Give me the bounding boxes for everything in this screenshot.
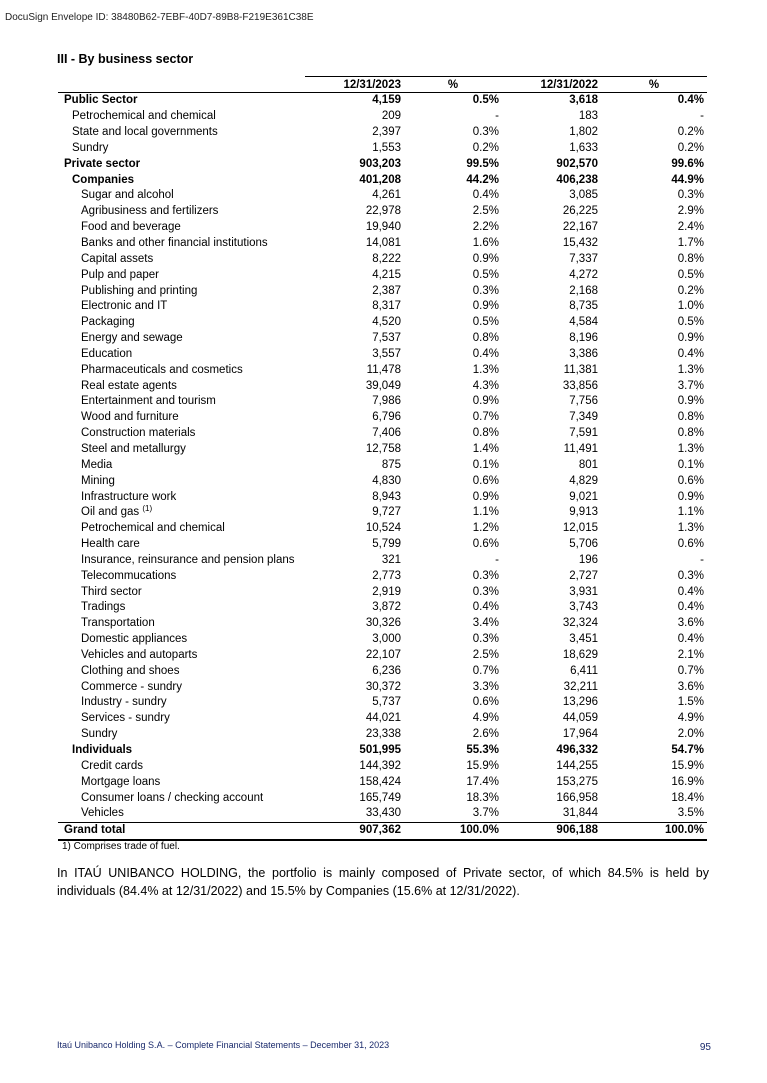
percent-2023: 1.6% bbox=[472, 237, 499, 250]
percent-2022: 0.5% bbox=[677, 268, 704, 281]
value-2023: 5,737 bbox=[372, 696, 401, 709]
percent-2022: 2.0% bbox=[677, 728, 704, 741]
percent-2023: 15.9% bbox=[466, 759, 499, 772]
row-label: Commerce - sundry bbox=[81, 680, 182, 693]
table-row bbox=[58, 220, 707, 236]
value-2022: 144,255 bbox=[556, 759, 598, 772]
table-row bbox=[58, 283, 707, 299]
percent-2023: 2.5% bbox=[472, 205, 499, 218]
value-2022: 11,491 bbox=[563, 442, 598, 455]
value-2022: 196 bbox=[578, 553, 598, 566]
value-2022: 1,633 bbox=[569, 141, 598, 154]
footer-title: Itaú Unibanco Holding S.A. – Complete Financial Statements – December 31, 2023 bbox=[57, 1040, 390, 1050]
percent-2022: 0.8% bbox=[677, 411, 704, 424]
percent-2022: 1.1% bbox=[677, 506, 704, 519]
percent-2023: 0.6% bbox=[472, 696, 499, 709]
percent-2023: 0.9% bbox=[472, 300, 499, 313]
percent-2022: 0.4% bbox=[677, 94, 704, 107]
value-2023: 1,553 bbox=[372, 141, 401, 154]
row-label: Petrochemical and chemical bbox=[81, 522, 225, 535]
value-2023: 2,773 bbox=[372, 569, 401, 582]
page-number: 95 bbox=[699, 1042, 711, 1053]
table-row bbox=[58, 188, 707, 204]
table-row bbox=[58, 473, 707, 489]
value-2022: 7,337 bbox=[569, 252, 598, 265]
row-label: Mining bbox=[81, 474, 115, 487]
value-2023: 8,943 bbox=[372, 490, 401, 503]
percent-2022: 0.9% bbox=[677, 490, 704, 503]
table-row bbox=[58, 663, 707, 679]
row-label: Banks and other financial institutions bbox=[81, 237, 268, 250]
percent-2022: 3.6% bbox=[677, 617, 704, 630]
table-row bbox=[58, 331, 707, 347]
table-row bbox=[58, 790, 707, 806]
value-2022: 7,591 bbox=[569, 427, 598, 440]
row-label: Sundry bbox=[72, 141, 109, 154]
row-label: Media bbox=[81, 458, 113, 471]
row-label: Electronic and IT bbox=[81, 300, 168, 313]
percent-2023: 0.4% bbox=[472, 189, 499, 202]
table-row bbox=[58, 236, 707, 252]
table-row bbox=[58, 584, 707, 600]
row-label: State and local governments bbox=[72, 126, 218, 139]
value-2022: 32,324 bbox=[562, 617, 598, 630]
value-2023: 4,159 bbox=[372, 94, 401, 107]
percent-2022: 0.2% bbox=[677, 141, 704, 154]
value-2023: 209 bbox=[381, 110, 401, 123]
value-2022: 183 bbox=[578, 110, 598, 123]
header-pct-2022: % bbox=[601, 77, 707, 93]
table-row bbox=[58, 806, 707, 822]
row-label: Petrochemical and chemical bbox=[72, 110, 216, 123]
row-label: Wood and furniture bbox=[81, 411, 179, 424]
percent-2023: 17.4% bbox=[466, 775, 499, 788]
percent-2022: 1.3% bbox=[677, 363, 704, 376]
row-label: Telecommucations bbox=[81, 569, 177, 582]
row-label: Packaging bbox=[81, 316, 135, 329]
footnote-marker: (1) bbox=[142, 504, 153, 514]
table-row bbox=[58, 251, 707, 267]
percent-2022: 0.7% bbox=[677, 664, 704, 677]
value-2022: 12,015 bbox=[562, 522, 598, 535]
docusign-envelope-id: DocuSign Envelope ID: 38480B62-7EBF-40D7-89B8-F219E361C38E bbox=[5, 12, 314, 23]
percent-2023: 1.4% bbox=[472, 442, 499, 455]
value-2023: 30,372 bbox=[365, 680, 401, 693]
percent-2022: 0.9% bbox=[677, 332, 704, 345]
percent-2023: 100.0% bbox=[404, 822, 502, 839]
percent-2022: 0.8% bbox=[677, 427, 704, 440]
value-2022: 3,931 bbox=[569, 585, 598, 598]
percent-2023: 0.5% bbox=[472, 316, 499, 329]
percent-2023: 0.3% bbox=[472, 126, 499, 139]
percent-2022: 0.4% bbox=[677, 585, 704, 598]
value-2022: 3,743 bbox=[569, 601, 598, 614]
row-label: Clothing and shoes bbox=[81, 664, 180, 677]
percent-2022: 0.3% bbox=[677, 569, 704, 582]
percent-2023: - bbox=[495, 553, 499, 566]
percent-2023: 3.3% bbox=[472, 680, 499, 693]
header-label bbox=[58, 77, 305, 93]
percent-2023: 0.6% bbox=[472, 474, 499, 487]
table-row bbox=[58, 489, 707, 505]
table-row bbox=[58, 679, 707, 695]
table-row bbox=[58, 442, 707, 458]
row-label: Health care bbox=[81, 538, 140, 551]
row-label: Companies bbox=[72, 173, 134, 186]
value-2022: 31,844 bbox=[502, 806, 601, 822]
row-label: Pharmaceuticals and cosmetics bbox=[81, 363, 243, 376]
value-2022: 2,168 bbox=[569, 284, 598, 297]
table-row bbox=[58, 362, 707, 378]
value-2022: 3,386 bbox=[569, 347, 598, 360]
table-row bbox=[58, 711, 707, 727]
table-row bbox=[58, 774, 707, 790]
value-2023: 4,261 bbox=[372, 189, 401, 202]
table-row bbox=[58, 505, 707, 521]
percent-2023: 3.4% bbox=[472, 617, 499, 630]
value-2022: 7,349 bbox=[569, 411, 598, 424]
business-sector-table bbox=[58, 76, 707, 841]
table-row bbox=[58, 537, 707, 553]
table-row bbox=[58, 172, 707, 188]
value-2023: 5,799 bbox=[372, 538, 401, 551]
table-row bbox=[58, 616, 707, 632]
percent-2023: 3.7% bbox=[404, 806, 502, 822]
row-label: Infrastructure work bbox=[81, 490, 177, 503]
percent-2022: 0.2% bbox=[677, 284, 704, 297]
percent-2023: 2.6% bbox=[472, 728, 499, 741]
row-label: Individuals bbox=[72, 744, 133, 757]
row-label: Grand total bbox=[58, 822, 305, 839]
table-row bbox=[58, 141, 707, 157]
value-2022: 5,706 bbox=[569, 538, 598, 551]
table-row bbox=[58, 299, 707, 315]
percent-2023: 0.3% bbox=[472, 569, 499, 582]
percent-2023: - bbox=[495, 110, 499, 123]
value-2023: 4,830 bbox=[372, 474, 401, 487]
row-label: Credit cards bbox=[81, 759, 143, 772]
value-2023: 19,940 bbox=[365, 221, 401, 234]
value-2023: 12,758 bbox=[365, 442, 401, 455]
percent-2023: 0.5% bbox=[472, 94, 499, 107]
row-label: Agribusiness and fertilizers bbox=[81, 205, 219, 218]
value-2023: 3,872 bbox=[372, 601, 401, 614]
value-2023: 6,796 bbox=[372, 411, 401, 424]
row-label: Education bbox=[81, 347, 133, 360]
table-row bbox=[58, 378, 707, 394]
value-2023: 4,215 bbox=[372, 268, 401, 281]
row-label: Private sector bbox=[64, 157, 141, 170]
value-2022: 6,411 bbox=[570, 664, 598, 677]
table-row bbox=[58, 600, 707, 616]
percent-2023: 0.7% bbox=[472, 664, 499, 677]
row-label: Mortgage loans bbox=[81, 775, 161, 788]
value-2023: 165,749 bbox=[359, 791, 401, 804]
table-row bbox=[58, 727, 707, 743]
percent-2023: 0.3% bbox=[472, 585, 499, 598]
row-label: Public Sector bbox=[64, 94, 138, 107]
percent-2023: 4.9% bbox=[472, 712, 499, 725]
value-2022: 17,964 bbox=[562, 728, 598, 741]
table-row bbox=[58, 632, 707, 648]
value-2023: 875 bbox=[381, 458, 401, 471]
percent-2022: 1.5% bbox=[677, 696, 704, 709]
value-2023: 401,208 bbox=[359, 173, 401, 186]
value-2023: 22,107 bbox=[365, 648, 401, 661]
value-2023: 23,338 bbox=[365, 728, 401, 741]
row-label: Oil and gas $^{(1)}$ bbox=[81, 504, 153, 519]
percent-2022: 0.4% bbox=[677, 347, 704, 360]
value-2023: 30,326 bbox=[365, 617, 401, 630]
percent-2022: 1.3% bbox=[677, 442, 704, 455]
value-2022: 3,085 bbox=[569, 189, 598, 202]
row-label: Steel and metallurgy bbox=[81, 442, 186, 455]
value-2022: 13,296 bbox=[562, 696, 598, 709]
row-label: Energy and sewage bbox=[81, 332, 183, 345]
row-label: Real estate agents bbox=[81, 379, 177, 392]
value-2022: 3,618 bbox=[569, 94, 598, 107]
value-2023: 3,557 bbox=[372, 347, 401, 360]
row-label: Consumer loans / checking account bbox=[81, 791, 264, 804]
percent-2023: 0.5% bbox=[472, 268, 499, 281]
summary-paragraph: In ITAÚ UNIBANCO HOLDING, the portfolio is mainly composed of Private sector, of which 84.5% is held by individuals (84.4% at 12/31/2022) and 15.5% by Companies (15.6% at 12/31/2022). bbox=[57, 866, 709, 898]
table-row bbox=[58, 410, 707, 426]
percent-2023: 0.9% bbox=[472, 395, 499, 408]
percent-2023: 0.9% bbox=[472, 252, 499, 265]
value-2023: 2,387 bbox=[372, 284, 401, 297]
percent-2022: 100.0% bbox=[601, 822, 707, 839]
percent-2022: 0.8% bbox=[677, 252, 704, 265]
percent-2022: 3.5% bbox=[601, 806, 707, 822]
percent-2023: 18.3% bbox=[466, 791, 499, 804]
percent-2022: 1.7% bbox=[677, 237, 704, 250]
percent-2022: 0.3% bbox=[677, 189, 704, 202]
percent-2023: 0.4% bbox=[472, 601, 499, 614]
section-title: III - By business sector bbox=[57, 52, 194, 66]
value-2022: 44,059 bbox=[562, 712, 598, 725]
percent-2022: 1.3% bbox=[677, 522, 704, 535]
value-2022: 11,381 bbox=[563, 363, 598, 376]
value-2022: 4,584 bbox=[569, 316, 598, 329]
value-2022: 8,735 bbox=[569, 300, 598, 313]
percent-2022: 4.9% bbox=[677, 712, 704, 725]
value-2023: 7,406 bbox=[372, 427, 401, 440]
table-row bbox=[58, 93, 707, 109]
row-label: Tradings bbox=[81, 601, 126, 614]
percent-2023: 0.8% bbox=[472, 332, 499, 345]
table-row bbox=[58, 426, 707, 442]
percent-2022: 0.4% bbox=[677, 601, 704, 614]
value-2023: 39,049 bbox=[365, 379, 401, 392]
table-row bbox=[58, 156, 707, 172]
row-label: Sugar and alcohol bbox=[81, 189, 174, 202]
value-2023: 2,919 bbox=[372, 585, 401, 598]
value-2023: 144,392 bbox=[359, 759, 401, 772]
table-row bbox=[58, 347, 707, 363]
value-2023: 14,081 bbox=[365, 237, 401, 250]
row-label: Transportation bbox=[81, 617, 155, 630]
value-2022: 33,856 bbox=[562, 379, 598, 392]
value-2023: 8,317 bbox=[372, 300, 401, 313]
percent-2022: - bbox=[700, 110, 704, 123]
value-2023: 8,222 bbox=[372, 252, 401, 265]
value-2022: 8,196 bbox=[569, 332, 598, 345]
row-label: Publishing and printing bbox=[81, 284, 198, 297]
table-row bbox=[58, 552, 707, 568]
percent-2022: 3.7% bbox=[677, 379, 704, 392]
value-2022: 22,167 bbox=[562, 221, 598, 234]
table-row bbox=[58, 267, 707, 283]
percent-2023: 0.8% bbox=[472, 427, 499, 440]
value-2023: 22,978 bbox=[365, 205, 401, 218]
table-row bbox=[58, 521, 707, 537]
percent-2022: 3.6% bbox=[677, 680, 704, 693]
value-2023: 3,000 bbox=[372, 633, 401, 646]
row-label: Vehicles and autoparts bbox=[81, 648, 198, 661]
value-2023: 10,524 bbox=[365, 522, 401, 535]
percent-2022: 18.4% bbox=[671, 791, 704, 804]
percent-2023: 1.1% bbox=[472, 506, 499, 519]
percent-2023: 99.5% bbox=[466, 157, 499, 170]
percent-2022: 0.6% bbox=[677, 538, 704, 551]
percent-2022: 0.2% bbox=[677, 126, 704, 139]
table-row bbox=[58, 125, 707, 141]
value-2022: 902,570 bbox=[556, 157, 598, 170]
value-2023: 4,520 bbox=[372, 316, 401, 329]
value-2023: 903,203 bbox=[359, 157, 401, 170]
value-2023: 501,995 bbox=[359, 744, 401, 757]
table-row bbox=[58, 315, 707, 331]
footnote: 1) Comprises trade of fuel. bbox=[62, 841, 180, 852]
percent-2022: 2.9% bbox=[677, 205, 704, 218]
value-2023: 7,986 bbox=[372, 395, 401, 408]
table-row bbox=[58, 568, 707, 584]
table-row bbox=[58, 648, 707, 664]
value-2022: 153,275 bbox=[556, 775, 598, 788]
row-label: Sundry bbox=[81, 728, 118, 741]
row-label: Entertainment and tourism bbox=[81, 395, 216, 408]
percent-2023: 4.3% bbox=[472, 379, 499, 392]
percent-2023: 1.3% bbox=[472, 363, 499, 376]
table-row bbox=[58, 109, 707, 125]
percent-2022: 99.6% bbox=[671, 157, 704, 170]
percent-2023: 55.3% bbox=[466, 744, 499, 757]
percent-2023: 2.2% bbox=[472, 221, 499, 234]
value-2022: 496,332 bbox=[556, 744, 598, 757]
percent-2023: 44.2% bbox=[466, 173, 499, 186]
percent-2023: 0.4% bbox=[472, 347, 499, 360]
percent-2022: 44.9% bbox=[671, 173, 704, 186]
table-row bbox=[58, 204, 707, 220]
percent-2022: 15.9% bbox=[671, 759, 704, 772]
value-2023: 6,236 bbox=[372, 664, 401, 677]
value-2022: 166,958 bbox=[556, 791, 598, 804]
value-2022: 3,451 bbox=[569, 633, 598, 646]
value-2022: 406,238 bbox=[556, 173, 598, 186]
value-2022: 906,188 bbox=[502, 822, 601, 839]
value-2023: 2,397 bbox=[372, 126, 401, 139]
row-label: Pulp and paper bbox=[81, 268, 160, 281]
value-2022: 18,629 bbox=[562, 648, 598, 661]
header-pct-2023: % bbox=[404, 77, 502, 93]
row-label: Food and beverage bbox=[81, 221, 181, 234]
value-2023: 907,362 bbox=[305, 822, 404, 839]
value-2023: 158,424 bbox=[359, 775, 401, 788]
value-2022: 9,913 bbox=[569, 506, 598, 519]
percent-2022: 54.7% bbox=[671, 744, 704, 757]
value-2022: 801 bbox=[578, 458, 598, 471]
percent-2022: 0.9% bbox=[677, 395, 704, 408]
percent-2022: 16.9% bbox=[671, 775, 704, 788]
value-2022: 9,021 bbox=[569, 490, 598, 503]
row-label: Insurance, reinsurance and pension plans bbox=[81, 553, 295, 566]
row-label: Construction materials bbox=[81, 427, 196, 440]
row-label: Vehicles bbox=[58, 806, 305, 822]
value-2023: 321 bbox=[381, 553, 401, 566]
percent-2022: 0.4% bbox=[677, 633, 704, 646]
value-2022: 1,802 bbox=[569, 126, 598, 139]
table-row bbox=[58, 695, 707, 711]
table-row bbox=[58, 758, 707, 774]
percent-2022: 0.6% bbox=[677, 474, 704, 487]
value-2022: 32,211 bbox=[563, 680, 598, 693]
percent-2023: 0.1% bbox=[472, 458, 499, 471]
value-2022: 4,272 bbox=[569, 268, 598, 281]
row-label: Capital assets bbox=[81, 252, 154, 265]
table-row bbox=[58, 394, 707, 410]
table-header-row bbox=[58, 77, 707, 93]
table-row bbox=[58, 743, 707, 759]
row-label: Services - sundry bbox=[81, 712, 170, 725]
value-2022: 26,225 bbox=[562, 205, 598, 218]
percent-2023: 1.2% bbox=[472, 522, 499, 535]
table-row bbox=[58, 822, 707, 839]
value-2023: 9,727 bbox=[372, 506, 401, 519]
percent-2022: 2.4% bbox=[677, 221, 704, 234]
value-2023: 44,021 bbox=[365, 712, 401, 725]
value-2022: 7,756 bbox=[569, 395, 598, 408]
value-2022: 15,432 bbox=[562, 237, 598, 250]
percent-2023: 0.3% bbox=[472, 284, 499, 297]
header-2023: 12/31/2023 bbox=[305, 77, 404, 93]
percent-2022: 2.1% bbox=[677, 648, 704, 661]
row-label: Third sector bbox=[81, 585, 142, 598]
row-label: Industry - sundry bbox=[81, 696, 167, 709]
percent-2022: - bbox=[700, 553, 704, 566]
percent-2023: 0.9% bbox=[472, 490, 499, 503]
value-2022: 2,727 bbox=[569, 569, 598, 582]
value-2023: 11,478 bbox=[366, 363, 401, 376]
percent-2022: 0.1% bbox=[677, 458, 704, 471]
table-body bbox=[58, 93, 707, 840]
percent-2023: 2.5% bbox=[472, 648, 499, 661]
percent-2023: 0.2% bbox=[472, 141, 499, 154]
percent-2023: 0.3% bbox=[472, 633, 499, 646]
value-2023: 7,537 bbox=[372, 332, 401, 345]
percent-2023: 0.7% bbox=[472, 411, 499, 424]
value-2023: 33,430 bbox=[305, 806, 404, 822]
percent-2023: 0.6% bbox=[472, 538, 499, 551]
value-2022: 4,829 bbox=[569, 474, 598, 487]
percent-2022: 1.0% bbox=[677, 300, 704, 313]
percent-2022: 0.5% bbox=[677, 316, 704, 329]
row-label: Domestic appliances bbox=[81, 633, 188, 646]
table-row bbox=[58, 457, 707, 473]
header-2022: 12/31/2022 bbox=[502, 77, 601, 93]
